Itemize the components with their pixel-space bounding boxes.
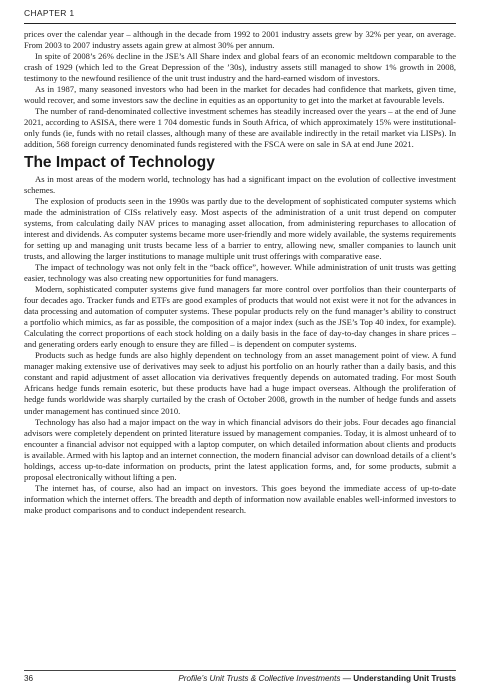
paragraph: Products such as hedge funds are also highly dependent on technology from an asset management point of view. A fund manager making extensive use of derivatives may seek to adjust his portfolio on an hourly rather than a daily basis, and this constant and rapid adjustment of asset allocation via derivatives frequently depends on automated trading. For most South Africans hedge funds remain esoteric, but these products have had a huge impact overseas. Although the proliferation of hedge funds worldwide was sharply curtailed by the crash of October 2008, growth in the number of hedge funds and assets under management has continued since 2010.	[24, 350, 456, 416]
paragraph: In spite of 2008’s 26% decline in the JSE’s All Share index and global fears of an economic meltdown comparable to the crash of 1929 (which led to the Great Depression of the ’30s), industry assets still managed to show 1% growth in 2008, testimony to the newfound resilience of the unit trust industry and the hard-earned wisdom of investors.	[24, 51, 456, 84]
paragraph: As in most areas of the modern world, technology has had a significant impact on the evolution of collective investment schemes.	[24, 173, 456, 195]
footer-rule	[24, 670, 456, 671]
header-rule	[24, 23, 456, 24]
chapter-header: CHAPTER 1	[24, 8, 75, 18]
paragraph: The impact of technology was not only felt in the “back office”, however. While administration of unit trusts was getting easier, technology was also creating new opportunities for fund managers.	[24, 261, 456, 283]
paragraph: Technology has also had a major impact on the way in which financial advisors do their jobs. Four decades ago financial advisors were completely dependent on printed literature issued by management companies. Today, it is almost unheard of to encounter a financial advisor not equipped with a laptop computer, on which detailed information about clients and products is available. Armed with his laptop and an internet connection, the modern financial advisor can download details of a client’s holdings, access up-to-date information on products, print the latest application forms, and, for some products, submit a proposal electronically without lifting a pen.	[24, 416, 456, 482]
page-number: 36	[24, 674, 34, 683]
paragraph: The explosion of products seen in the 1990s was partly due to the development of sophisticated computer systems which made the administration of CISs relatively easy. Most aspects of the administration of a unit trust depend on computer systems, from calculating daily NAV prices to managing asset allocation, from administering repurchases to allocation of interest and dividends. As computer systems became more user-friendly and more widely available, the systems requirements for setting up and managing unit trusts became less of a barrier to entry, allowing new, smaller companies to launch unit trusts, and allowing the larger institutions to manage multiple unit trust offerings with comparative ease.	[24, 195, 456, 261]
running-title-publication: Profile’s Unit Trusts & Collective Investments —	[178, 674, 354, 683]
paragraph: The number of rand-denominated collective investment schemes has steadily increased over the years – at the end of June 2021, according to ASISA, there were 1 704 domestic funds in South Africa, of which approximately 15% were institutional-only funds (ie, funds with no retail classes, although many of these are available indirectly in the retail market via LISPs). In addition, 568 foreign currency denominated funds registered with the FSCA were on sale in SA at end June 2021.	[24, 106, 456, 150]
section-heading: The Impact of Technology	[24, 153, 215, 171]
paragraph: The internet has, of course, also had an impact on investors. This goes beyond the immediate access of up-to-date information which the internet offers. The breadth and depth of information now available enables well-informed investors to make product comparisons and to conduct independent research.	[24, 482, 456, 515]
body-text	[24, 29, 456, 657]
running-title-book: Understanding Unit Trusts	[353, 674, 456, 683]
paragraph: Modern, sophisticated computer systems give fund managers far more control over portfolios than their counterparts of four decades ago. Tracker funds and ETFs are good examples of products that would not exist were it not for the advances in data processing and automation of computer systems. These popular products rely on the fund manager’s ability to construct a portfolio which mimics, as far as possible, the composition of a major index (such as the JSE’s Top 40 index, for example). Calculating the correct proportions of each stock holding on a daily basis in the face of day-to-day changes in share prices – and generating orders early enough to ensure they are filled – is dependent on computer systems.	[24, 283, 456, 350]
paragraph: As in 1987, many seasoned investors who had been in the market for decades had confidence that markets, given time, would recover, and some investors saw the decline in equities as an opportunity to get into the market at favourable levels.	[24, 84, 456, 106]
paragraph: prices over the calendar year – although in the decade from 1992 to 2001 industry assets grew by 32% per year, on average. From 2003 to 2007 industry assets again grew at almost 30% per annum.	[24, 29, 456, 51]
running-title	[178, 674, 456, 683]
page-footer	[24, 674, 456, 686]
